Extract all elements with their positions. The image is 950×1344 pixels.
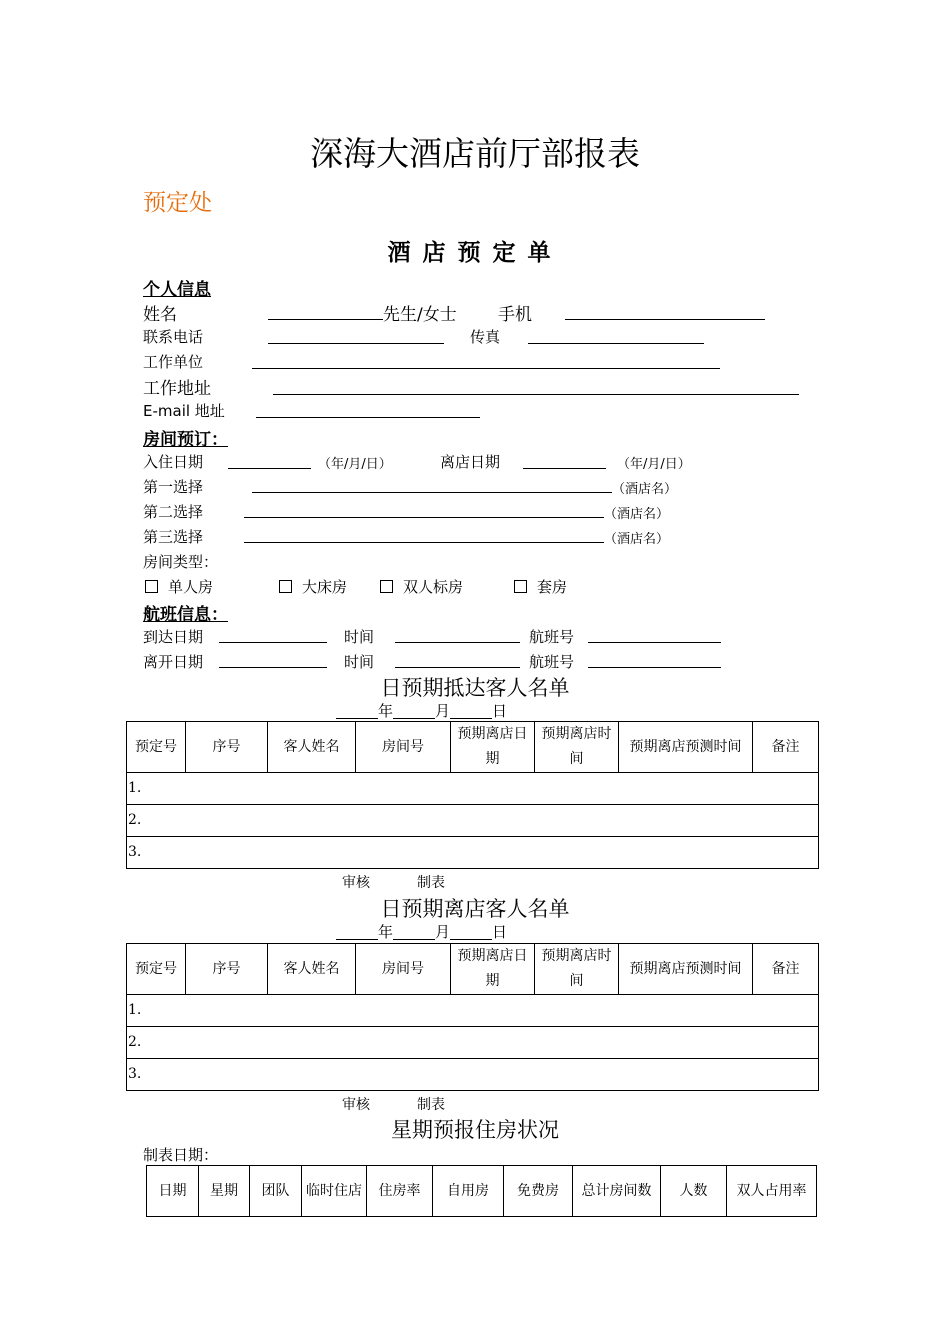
departures-title: 日预期离店客人名单 [380,897,570,921]
checkbox-icon [145,580,158,593]
header-cell: 客人姓名 [268,944,356,995]
arrival-date-field[interactable] [219,642,327,643]
arrivals-day-field[interactable] [450,704,492,719]
mobile-label: 手机 [498,305,532,325]
company-label: 工作单位 [143,353,204,371]
table-row [127,773,819,805]
departures-month-field[interactable] [393,925,435,940]
header-cell: 人数 [661,1166,727,1217]
departures-day-label: 日 [492,923,508,941]
checkbox-icon [279,580,292,593]
arrival-time-field[interactable] [395,642,520,643]
header-cell: 自用房 [433,1166,504,1217]
flight-heading: 航班信息： [143,605,228,625]
checkout-format-note: （年/月/日） [617,457,691,472]
header-cell: 备注 [753,722,819,773]
header-cell: 预期离店日期 [451,722,535,773]
room-type-single-label: 单人房 [168,578,214,596]
booking-heading: 房间预订： [143,430,228,450]
arrivals-prepared-label: 制表 [417,875,445,891]
arrivals-table [126,721,819,869]
header-cell: 房间号 [356,722,451,773]
row-number[interactable]: 1. [127,773,819,805]
arrivals-month-field[interactable] [393,704,435,719]
checkbox-icon [380,580,393,593]
header-cell: 预期离店时间 [535,722,619,773]
departures-year-label: 年 [378,923,394,941]
row-number[interactable]: 2. [127,805,819,837]
arrivals-year-label: 年 [378,702,394,720]
header-cell: 星期 [199,1166,250,1217]
address-field[interactable] [273,394,799,395]
document-title: 深海大酒店前厅部报表 [310,134,640,173]
departures-audit-label: 审核 [342,1097,370,1113]
departure-time-label: 时间 [344,653,375,671]
name-field[interactable] [268,319,383,320]
room-type-king-label: 大床房 [302,578,348,596]
checkbox-icon [514,580,527,593]
arrivals-date-line [336,700,507,721]
departure-date-field[interactable] [219,667,327,668]
arrivals-audit-label: 审核 [342,875,370,891]
choice1-field[interactable] [252,492,612,493]
room-type-suite-label: 套房 [537,578,568,596]
choice2-field[interactable] [244,517,604,518]
fax-label: 传真 [470,328,501,346]
email-label: E-mail 地址 [143,402,225,420]
departures-month-label: 月 [435,923,451,941]
header-cell: 住房率 [367,1166,433,1217]
departures-day-field[interactable] [450,925,492,940]
header-cell: 免费房 [504,1166,573,1217]
departures-table [126,943,819,1091]
departures-header-row [127,944,819,995]
choice2-label: 第二选择 [143,503,204,521]
checkin-field[interactable] [228,468,311,469]
form-title: 酒店预定单 [387,240,563,266]
arrivals-header-row [127,722,819,773]
header-cell: 双人占用率 [727,1166,817,1217]
header-cell: 预定号 [127,944,186,995]
header-cell: 备注 [753,944,819,995]
personal-info-heading: 个人信息 [143,280,211,300]
room-type-king[interactable] [279,576,347,597]
header-cell: 临时住店 [302,1166,367,1217]
header-cell: 预期离店时间 [535,944,619,995]
arrivals-month-label: 月 [435,702,451,720]
header-cell: 客人姓名 [268,722,356,773]
table-row [127,805,819,837]
header-cell: 预定号 [127,722,186,773]
header-cell: 房间号 [356,944,451,995]
checkin-label: 入住日期 [143,453,204,471]
header-cell: 团队 [250,1166,302,1217]
checkin-format-note: （年/月/日） [318,457,392,472]
table-row [127,1027,819,1059]
choice2-note: （酒店名） [604,507,670,522]
arrivals-year-field[interactable] [336,704,378,719]
header-cell: 序号 [186,722,268,773]
row-number[interactable]: 3. [127,837,819,869]
row-number[interactable]: 3. [127,1059,819,1091]
header-cell: 总计房间数 [573,1166,661,1217]
weekly-table [146,1165,817,1217]
arrival-time-label: 时间 [344,628,375,646]
choice1-note: （酒店名） [612,482,678,497]
room-type-single[interactable] [145,576,213,597]
departures-date-line [336,921,507,942]
row-number[interactable]: 1. [127,995,819,1027]
email-field[interactable] [256,417,480,418]
room-type-label: 房间类型： [143,553,219,571]
arrival-flight-field[interactable] [588,642,721,643]
arrivals-day-label: 日 [492,702,508,720]
header-cell: 预期离店预测时间 [619,944,753,995]
fax-field[interactable] [528,343,704,344]
table-row [127,837,819,869]
arrivals-title: 日预期抵达客人名单 [380,676,570,700]
arrival-flight-label: 航班号 [529,628,575,646]
departures-year-field[interactable] [336,925,378,940]
weekly-date-label: 制表日期： [143,1146,219,1164]
weekly-title: 星期预报住房状况 [391,1118,559,1142]
section-title: 预定处 [143,190,212,216]
room-type-twin-label: 双人标房 [403,578,464,596]
choice3-field[interactable] [244,542,604,543]
name-label: 姓名 [143,305,177,325]
mobile-field[interactable] [565,319,765,320]
choice3-label: 第三选择 [143,528,204,546]
header-cell: 日期 [147,1166,199,1217]
departure-flight-label: 航班号 [529,653,575,671]
checkout-label: 离店日期 [440,453,501,471]
arrival-date-label: 到达日期 [143,628,204,646]
phone-field[interactable] [268,343,444,344]
departures-prepared-label: 制表 [417,1097,445,1113]
departure-date-label: 离开日期 [143,653,204,671]
departure-flight-field[interactable] [588,667,721,668]
row-number[interactable]: 2. [127,1027,819,1059]
header-cell: 预期离店预测时间 [619,722,753,773]
address-label: 工作地址 [143,379,211,399]
salutation-label: 先生/女士 [383,305,457,325]
table-row [127,1059,819,1091]
header-cell: 预期离店日期 [451,944,535,995]
choice1-label: 第一选择 [143,478,204,496]
departure-time-field[interactable] [395,667,520,668]
weekly-header-row [147,1166,817,1217]
room-type-suite[interactable] [514,576,567,597]
room-type-twin[interactable] [380,576,463,597]
header-cell: 序号 [186,944,268,995]
choice3-note: （酒店名） [604,532,670,547]
company-field[interactable] [252,368,720,369]
table-row [127,995,819,1027]
checkout-field[interactable] [523,468,606,469]
phone-label: 联系电话 [143,328,204,346]
